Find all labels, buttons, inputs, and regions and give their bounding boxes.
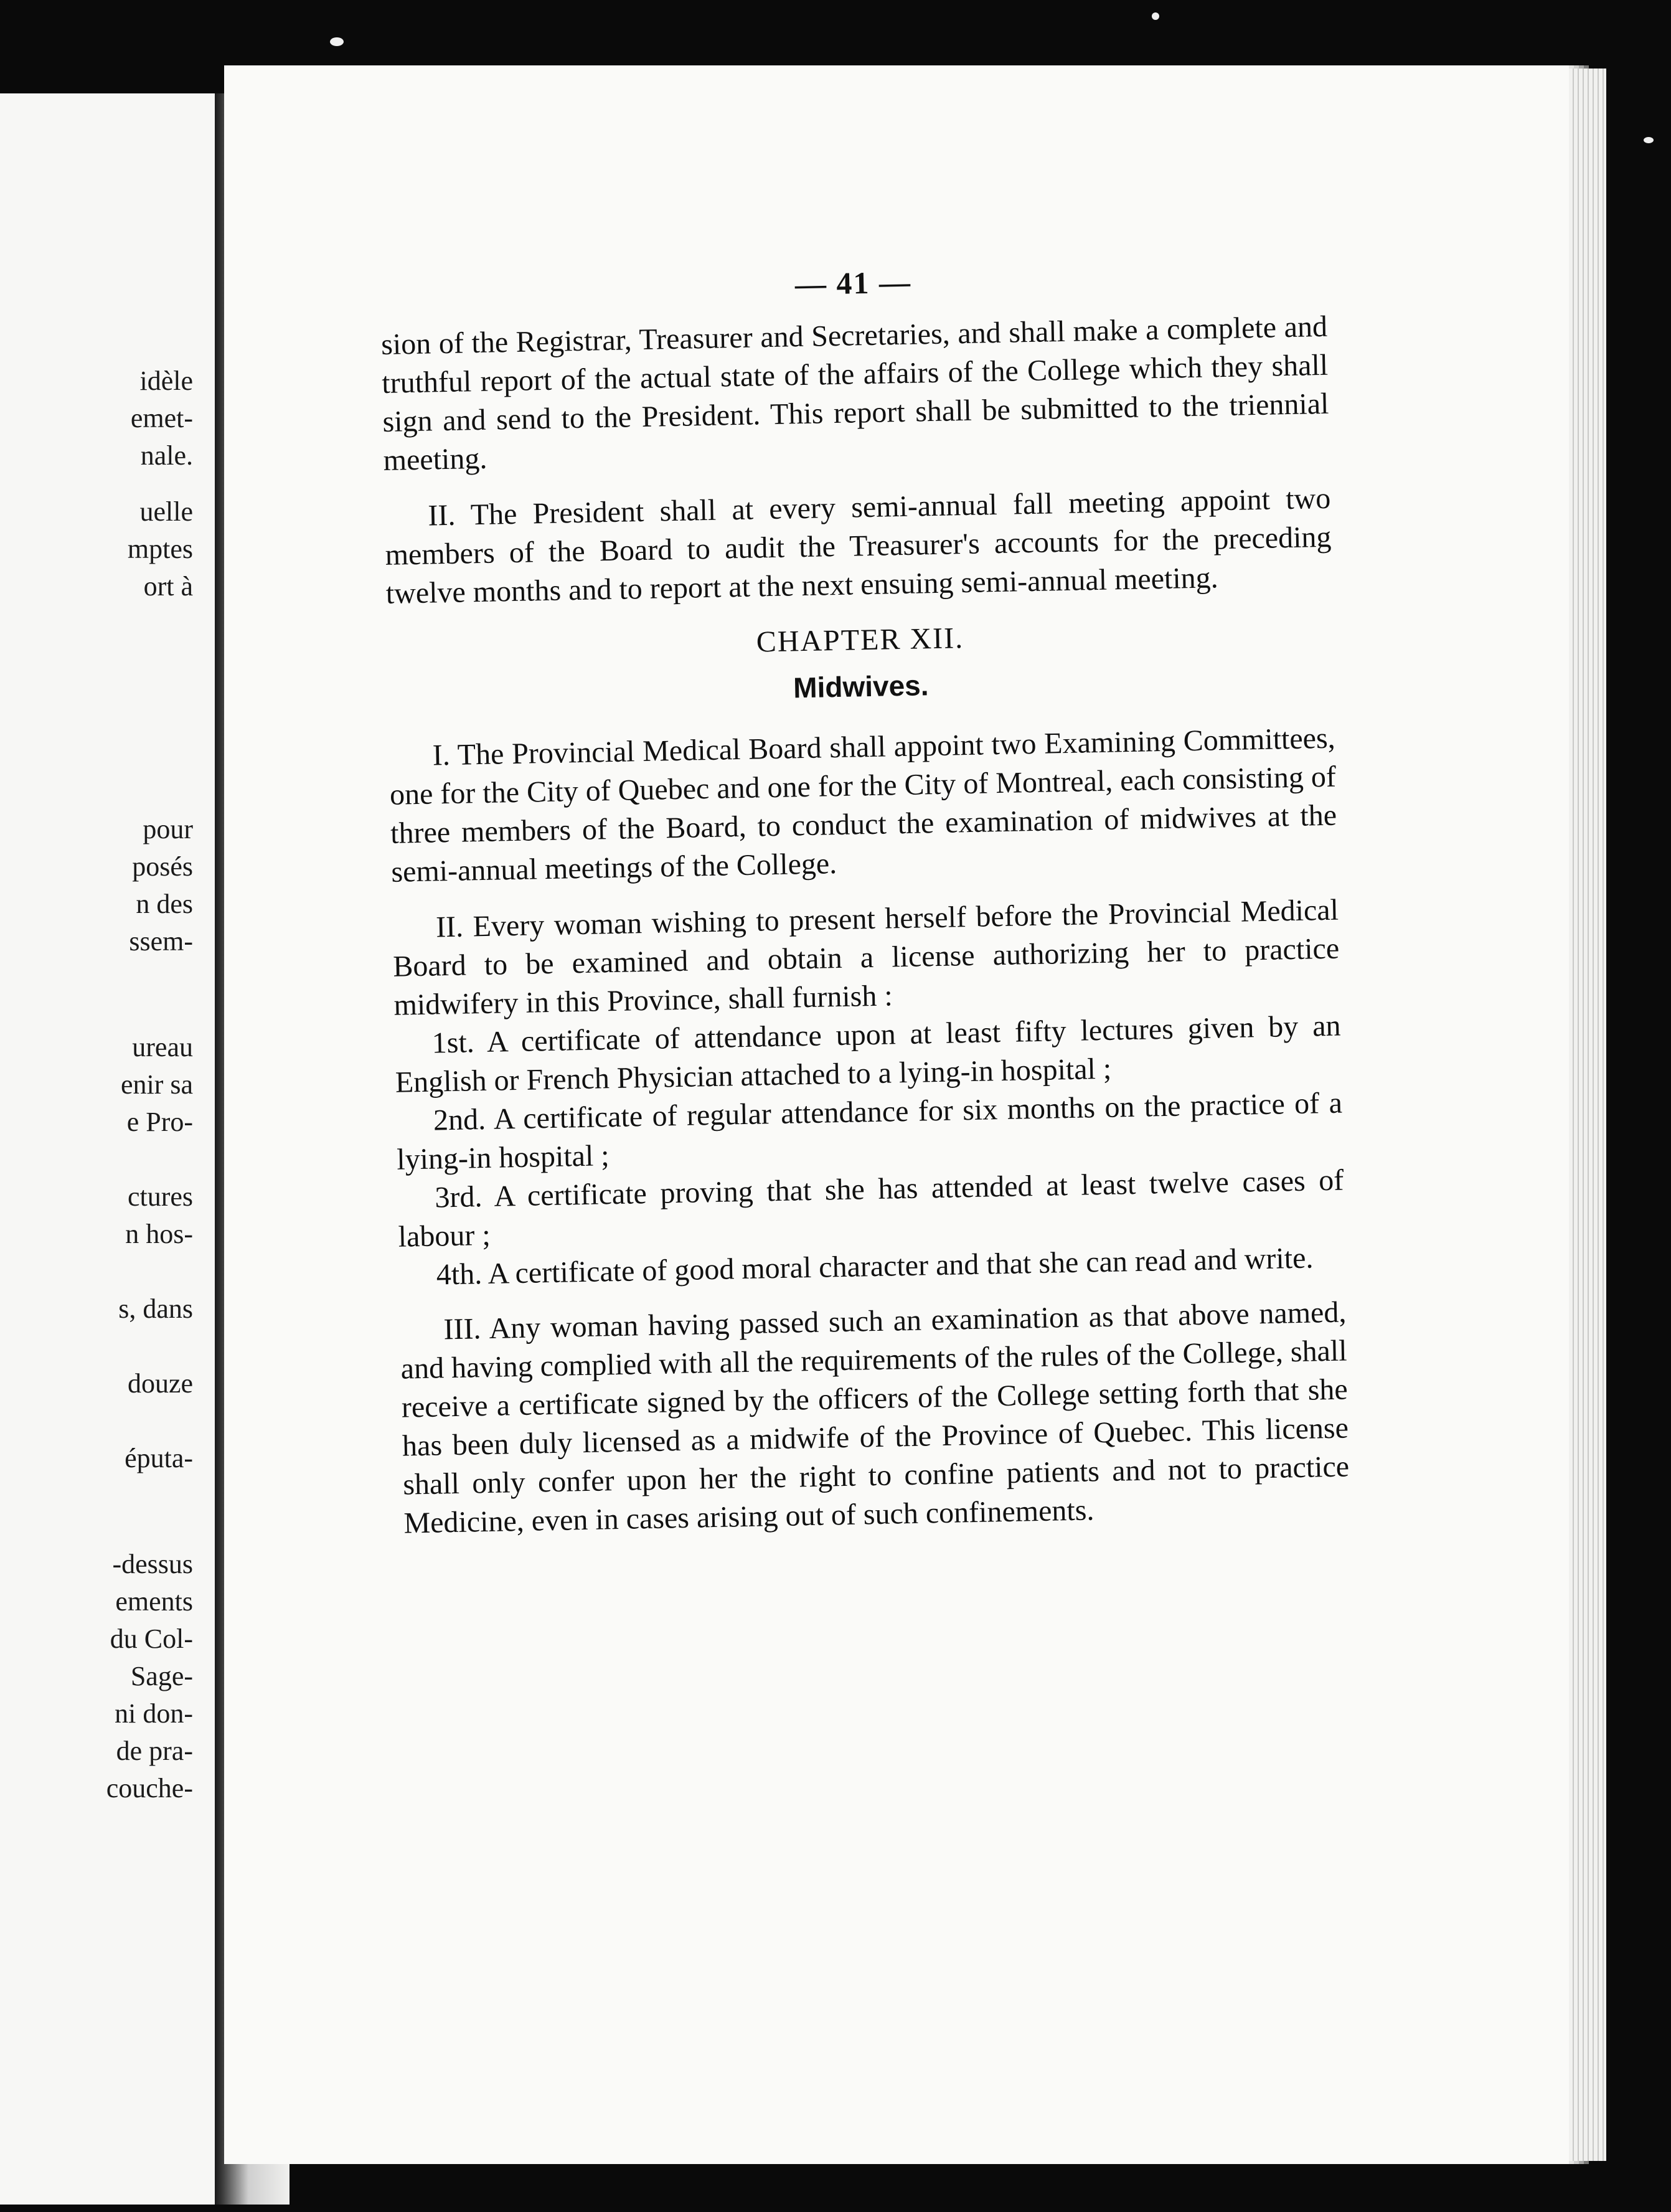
left-page-fragment: du Col- <box>110 1624 193 1654</box>
paragraph-continuation: sion of the Registrar, Treasurer and Secretaries, and shall make a complete and truthful report of the actual state of the affairs of the College which they shall sign and send to the President. This report shall be submitted to the triennial meeting. <box>380 310 1329 477</box>
left-page-fragment: ni don- <box>115 1698 193 1729</box>
requirement-item: 1st. A certificate of attendance upon at least fifty lectures given by an English or French Physician attached to a lying-in hospital ; <box>395 1009 1341 1099</box>
left-page-fragment: e Pro- <box>126 1107 193 1137</box>
page-number: — 41 — <box>794 264 912 302</box>
left-page-fragment: ureau <box>132 1032 193 1062</box>
left-page-fragment: emet- <box>130 403 193 433</box>
left-page-fragment: -dessus <box>112 1549 193 1579</box>
left-page-fragment: ctures <box>127 1181 193 1212</box>
section-title: Midwives. <box>793 669 929 704</box>
left-page-fragment: éputa- <box>125 1443 193 1473</box>
left-page-fragment: s, dans <box>118 1293 193 1324</box>
left-facing-page <box>0 93 218 2205</box>
requirement-item: 4th. A certificate of good moral character and that she can read and write. <box>436 1241 1314 1292</box>
page-text-column <box>380 256 1350 1561</box>
left-page-fragment: n des <box>136 889 193 919</box>
requirement-item: 3rd. A certificate proving that she has attended at least twelve cases of labour ; <box>398 1163 1344 1254</box>
requirement-item: 2nd. A certificate of regular attendance for six months on the practice of a lying-in hospital ; <box>396 1086 1343 1176</box>
left-page-fragment: mptes <box>127 534 193 564</box>
left-page-fragment: ort à <box>143 571 193 602</box>
left-page-fragment: n hos- <box>125 1219 193 1249</box>
left-page-fragment: couche- <box>106 1773 193 1803</box>
left-page-fragment: idèle <box>139 366 193 396</box>
scan-speck <box>330 37 344 46</box>
paragraph-certificate: III. Any woman having passed such an examination as that above named, and having complied with all the requirements of the rules of the College, shall receive a certificate signed by the officers of the College setting forth that she has been duly licensed as a midwife of the Province of Quebec. This license shall only confer upon her the right to confine patients and not to practice Medicine, even in cases arising out of such confinements. <box>400 1295 1350 1540</box>
left-page-fragment: pour <box>143 814 193 844</box>
paragraph-audit: II. The President shall at every semi-annual fall meeting appoint two members of the Board to audit the Treasurer's accounts for the preceding twelve months and to report at the next ensuing semi-annual meeting. <box>385 481 1332 610</box>
left-page-fragment: nale. <box>140 440 193 471</box>
left-page-fragment: douze <box>127 1368 193 1399</box>
left-page-fragment: uelle <box>139 496 193 527</box>
paragraph-license-requirements: II. Every woman wishing to present herself before the Provincial Medical Board to be examined and obtain a license authorizing her to practice midwifery in this Province, shall furnish : <box>392 893 1340 1022</box>
page-stack-edge <box>1569 69 1606 2161</box>
scan-speck <box>1152 12 1159 20</box>
left-page-fragment: de pra- <box>116 1736 193 1766</box>
left-page-fragment: posés <box>132 851 193 882</box>
left-page-fragment: ements <box>115 1586 193 1617</box>
paragraph-examining-committees: I. The Provincial Medical Board shall appoint two Examining Committees, one for the City of Quebec and one for the City of Montreal, each consisting of three members of the Board, to conduct the examination of midwives at the semi-annual meetings of the College. <box>389 721 1337 889</box>
chapter-heading: CHAPTER XII. <box>756 622 964 659</box>
scan-speck <box>1644 137 1654 143</box>
left-page-fragment: ssem- <box>129 926 193 957</box>
left-page-fragment: enir sa <box>120 1069 193 1100</box>
left-page-fragment: Sage- <box>130 1661 193 1691</box>
